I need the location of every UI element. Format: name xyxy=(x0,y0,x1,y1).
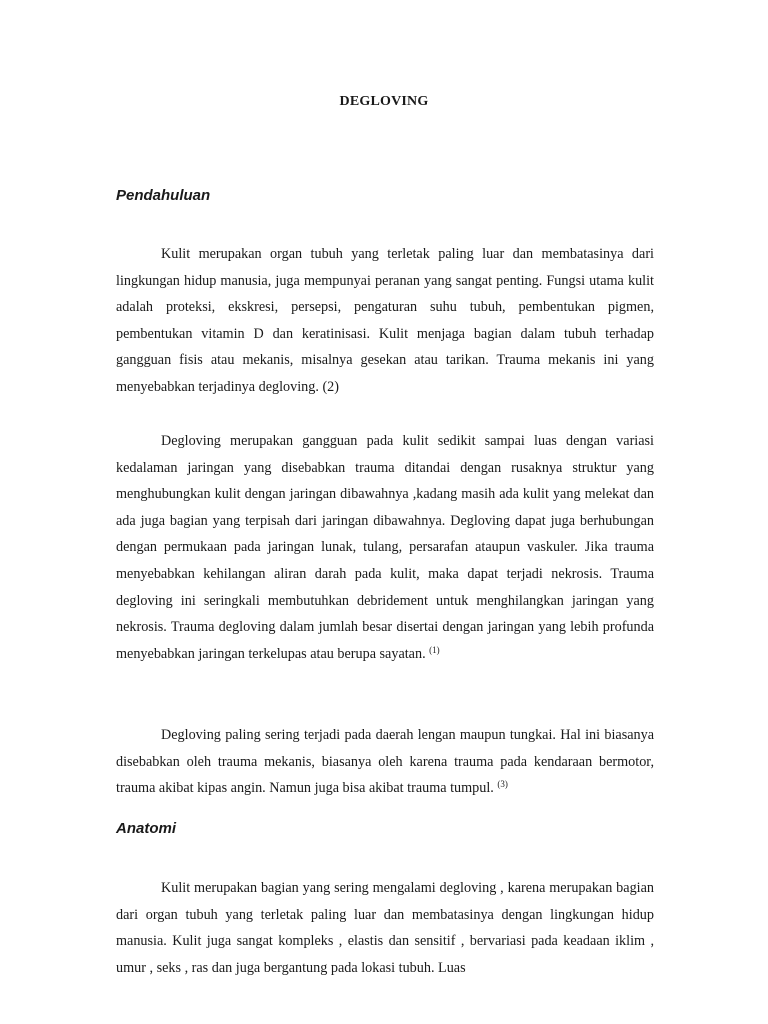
paragraph-anatomi-1 xyxy=(116,875,654,981)
section-heading-pendahuluan: Pendahuluan xyxy=(116,187,211,204)
document-title: DEGLOVING xyxy=(339,94,429,109)
citation-marker: (3) xyxy=(497,779,508,790)
section-heading-anatomi: Anatomi xyxy=(116,820,176,837)
paragraph-text: Kulit merupakan organ tubuh yang terletak paling luar dan membatasinya dari lingkungan hidup manusia, juga mempunyai peranan yang sangat penting. Fungsi utama kulit adalah proteksi, ekskresi, persepsi, pengaturan suhu tubuh, pembentukan pigmen, pembentukan vitamin D dan keratinisasi. Kulit menjaga bagian dalam tubuh terhadap gangguan fisis atau mekanis, misalnya gesekan atau tarikan. Trauma mekanis ini yang menyebabkan terjadinya degloving. (2) xyxy=(116,246,654,395)
paragraph-text: Degloving paling sering terjadi pada daerah lengan maupun tungkai. Hal ini biasanya disebabkan oleh trauma mekanis, biasanya oleh karena trauma pada kendaraan bermotor, trauma akibat kipas angin. Namun juga bisa akibat trauma tumpul. xyxy=(116,727,654,797)
paragraph-pendahuluan-3 xyxy=(116,722,654,802)
paragraph-text: Degloving merupakan gangguan pada kulit sedikit sampai luas dengan variasi kedalaman jaringan yang disebabkan trauma ditandai dengan rusaknya struktur yang menghubungkan kulit dengan jaringan dibawahnya ,kadang masih ada kulit yang melekat dan ada juga bagian yang terpisah dari jaringan dibawahnya. Degloving dapat juga berhubungan dengan permukaan pada jaringan lunak, tulang, persarafan ataupun vaskuler. Jika trauma menyebabkan kehilangan aliran darah pada kulit, maka dapat terjadi nekrosis. Trauma degloving ini seringkali membutuhkan debridement untuk menghilangkan jaringan yang nekrosis. Trauma degloving dalam jumlah besar disertai dengan jaringan yang lebih profunda menyebabkan jaringan terkelupas atau berupa sayatan. xyxy=(116,433,654,662)
paragraph-pendahuluan-1 xyxy=(116,241,654,401)
citation-marker: (1) xyxy=(429,644,440,655)
paragraph-text: Kulit merupakan bagian yang sering mengalami degloving , karena merupakan bagian dari organ tubuh yang terletak paling luar dan membatasinya dengan lingkungan hidup manusia. Kulit juga sangat kompleks , elastis dan sensitif , bervariasi pada keadaan iklim , umur , seks , ras dan juga bergantung pada lokasi tubuh. Luas xyxy=(116,880,654,976)
paragraph-pendahuluan-2 xyxy=(116,428,654,667)
